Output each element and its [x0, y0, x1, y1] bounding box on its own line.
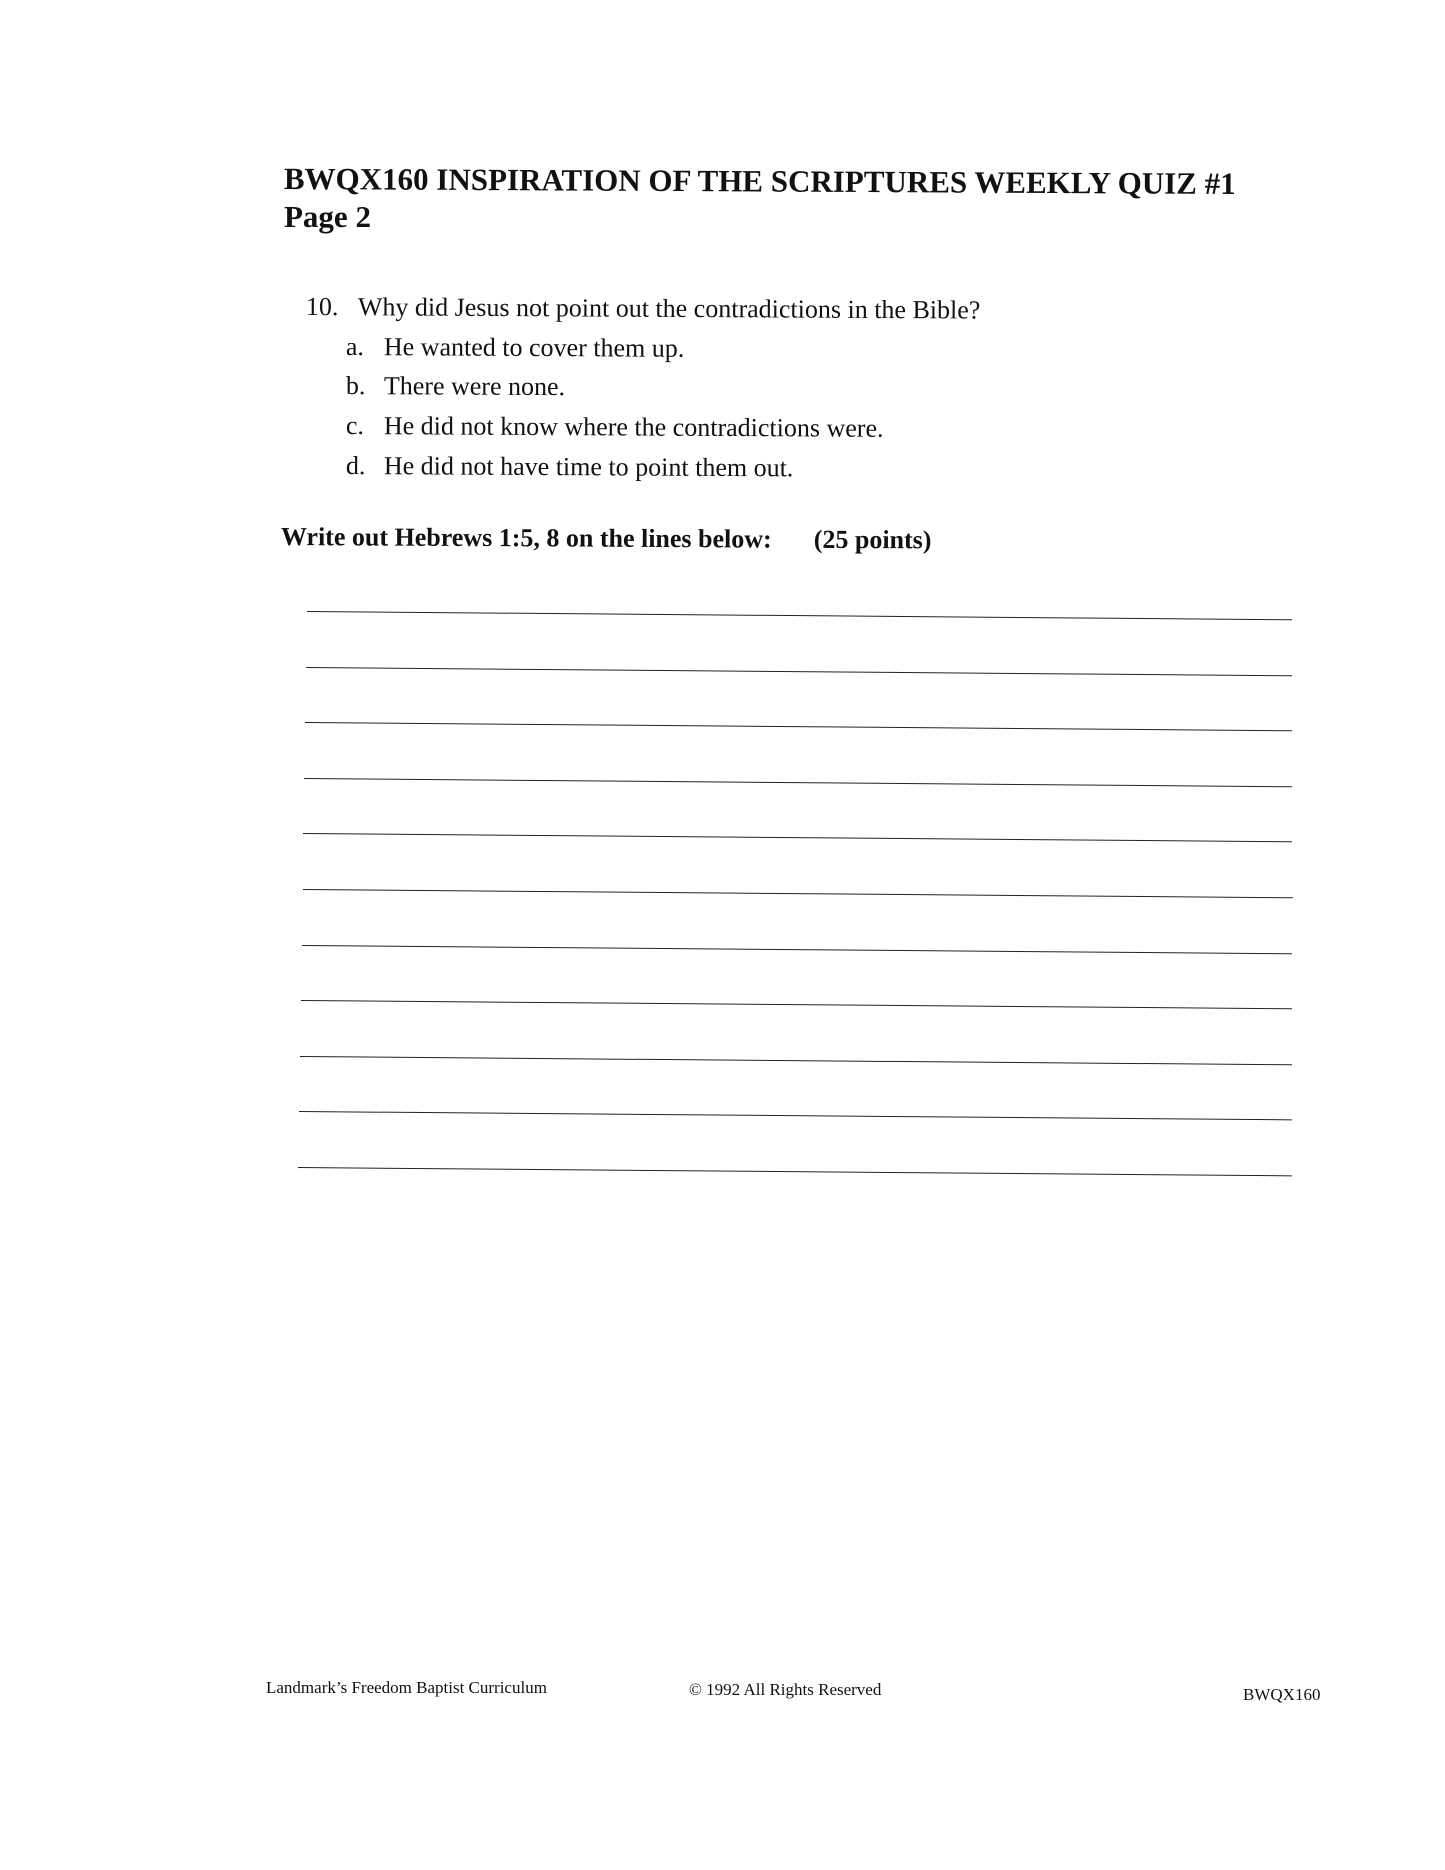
points-label: (25 points) [813, 524, 932, 555]
answer-line [300, 1056, 1292, 1065]
answer-line [304, 778, 1292, 787]
question-number: 10. [305, 291, 339, 322]
footer-code: BWQX160 [1243, 1685, 1321, 1704]
option-c [346, 409, 884, 446]
answer-line [302, 945, 1292, 954]
page-title: BWQX160 INSPIRATION OF THE SCRIPTURES WEEKLY QUIZ #1 [283, 160, 1236, 201]
option-letter: b. [345, 370, 366, 401]
question-text: Why did Jesus not point out the contradictions in the Bible? [357, 292, 981, 325]
page-number: Page 2 [284, 199, 371, 234]
option-b [346, 369, 565, 404]
answer-line [302, 889, 1291, 898]
answer-line [306, 667, 1292, 676]
answer-line [301, 1000, 1292, 1009]
footer-publisher: Landmark’s Freedom Baptist Curriculum [266, 1678, 547, 1697]
answer-line [305, 722, 1292, 731]
option-text: There were none. [383, 371, 566, 402]
option-text: He did not know where the contradictions were. [383, 411, 884, 443]
answer-line [298, 1167, 1292, 1176]
answer-line [303, 833, 1292, 842]
option-text: He did not have time to point them out. [383, 451, 794, 483]
option-a [346, 330, 685, 366]
option-letter: a. [345, 331, 365, 362]
option-letter: d. [345, 450, 366, 481]
option-letter: c. [345, 410, 365, 441]
option-text: He wanted to cover them up. [383, 332, 685, 363]
footer-copyright: © 1992 All Rights Reserved [689, 1680, 882, 1699]
answer-line [307, 611, 1292, 620]
option-d [346, 449, 794, 485]
answer-line [299, 1111, 1292, 1120]
question-10 [306, 290, 981, 328]
writing-instruction [281, 520, 932, 557]
instruction-text: Write out Hebrews 1:5, 8 on the lines below: [280, 522, 772, 554]
